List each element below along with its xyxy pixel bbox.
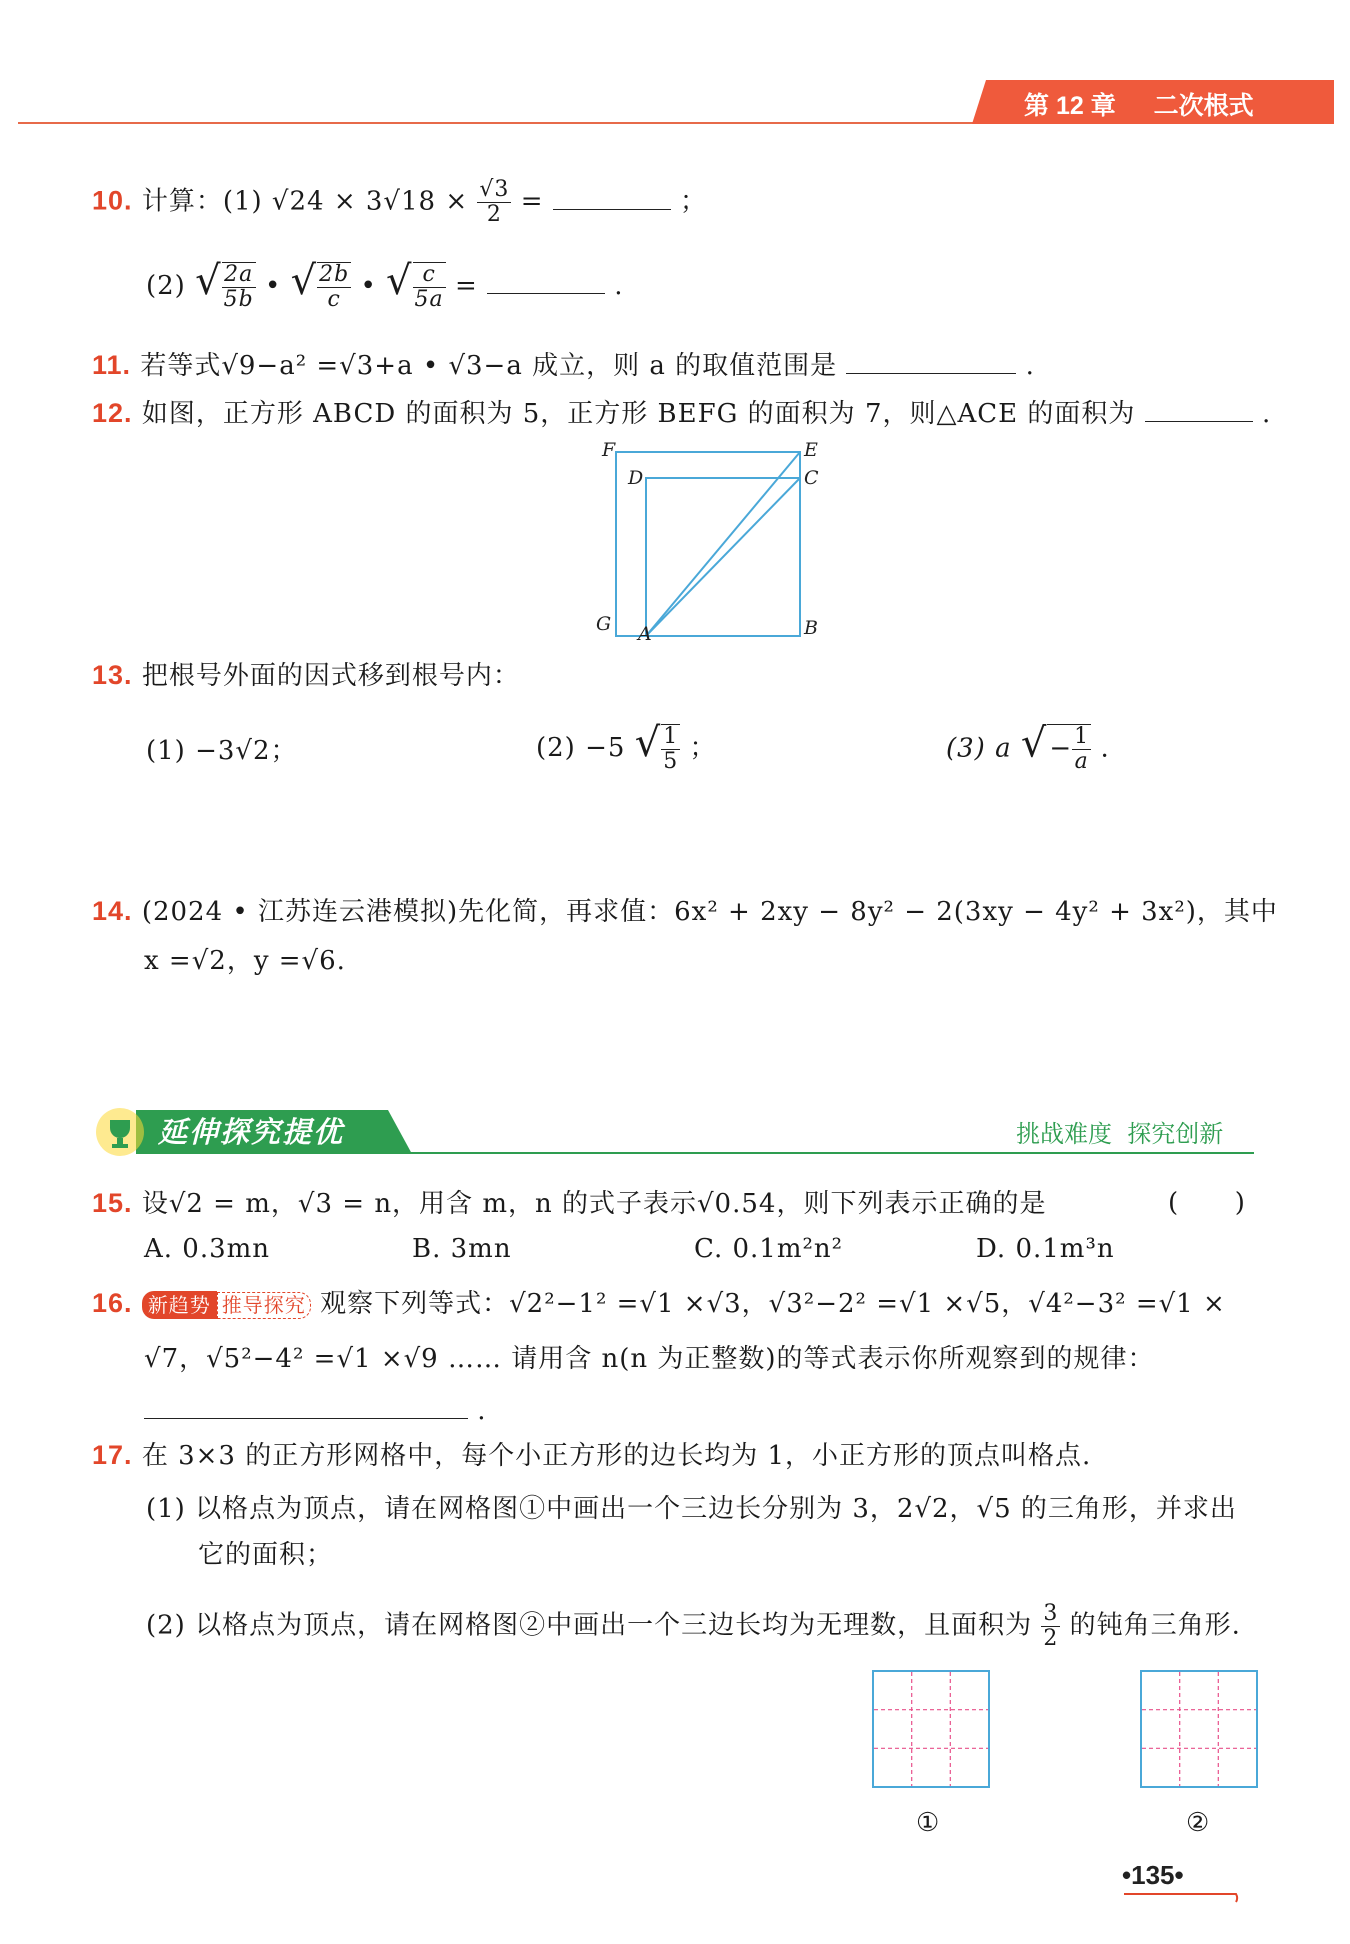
- part-label: (3) a: [946, 733, 1012, 764]
- punctuation: .: [1100, 733, 1110, 764]
- equals: =: [454, 271, 478, 301]
- question-number: 12.: [92, 398, 133, 428]
- question-17-part-2: [146, 1602, 1241, 1651]
- question-13-part-2: (2) −5 √ $\frac{1}{5}$ ；: [536, 720, 717, 774]
- grid-1[interactable]: [872, 1670, 990, 1788]
- question-number: 17.: [92, 1440, 133, 1470]
- equals: =: [520, 186, 544, 217]
- part-text: (1) 以格点为顶点，请在网格图①中画出一个三边长分别为 3，2√2，√5 的三角形，并求出: [146, 1494, 1237, 1524]
- frac-bottom: c: [327, 287, 341, 312]
- trend-badge: 新趋势: [142, 1291, 217, 1319]
- radical-fraction: [661, 724, 680, 774]
- punctuation: ；: [689, 733, 717, 763]
- frac-top: 1: [1074, 724, 1090, 749]
- frac-bottom: 5a: [414, 287, 444, 312]
- question-text: 在 3×3 的正方形网格中，每个小正方形的边长均为 1，小正方形的顶点叫格点.: [141, 1441, 1092, 1471]
- dot: •: [360, 271, 377, 301]
- question-17-part-1-line-2: [198, 1538, 333, 1572]
- answer-blank[interactable]: [1145, 411, 1253, 422]
- question-10-part-1: [92, 178, 707, 227]
- page-arrow-icon: [1124, 1880, 1254, 1904]
- answer-blank[interactable]: [487, 283, 605, 294]
- radical-fraction: [1072, 725, 1091, 774]
- question-number: 16.: [92, 1288, 133, 1318]
- inquiry-badge: 推导探究: [217, 1292, 311, 1319]
- square-befg: [616, 452, 800, 636]
- frac-bottom: 2: [1043, 1626, 1059, 1651]
- label-c: C: [804, 467, 819, 489]
- question-text: 观察下列等式：√2²−1² =√1 ×√3，√3²−2² =√1 ×√5，√4²−3² =√1 ×: [320, 1289, 1226, 1319]
- dot: •: [264, 271, 282, 301]
- frac-bottom: 2: [486, 202, 502, 227]
- frac-top: 1: [663, 724, 679, 749]
- header-title: [1024, 86, 1254, 122]
- question-number: 13.: [92, 660, 133, 690]
- punctuation: .: [614, 271, 624, 301]
- label-f: F: [602, 439, 616, 461]
- punctuation: .: [1025, 351, 1035, 381]
- frac-top: 3: [1043, 1601, 1059, 1626]
- frac-top: c: [413, 263, 446, 288]
- question-text: 若等式√9−a² =√3+a • √3−a 成立，则 a 的取值范围是: [140, 351, 838, 381]
- question-13-part-3: (3) a √− $\frac{1}{a}$ .: [946, 720, 1110, 774]
- radical-fraction: [317, 262, 351, 312]
- frac-top: 2a: [222, 263, 256, 288]
- grid-2[interactable]: [1140, 1670, 1258, 1788]
- label-d: D: [628, 467, 644, 489]
- answer-blank[interactable]: [553, 199, 671, 210]
- grid-1-label: ①: [916, 1808, 941, 1838]
- square-figure: [588, 438, 828, 648]
- part-label: (2): [146, 271, 186, 301]
- part-text: 它的面积；: [198, 1540, 334, 1570]
- page-number: •135•: [1122, 1860, 1184, 1890]
- punctuation: .: [477, 1396, 487, 1426]
- option-d[interactable]: D. 0.1m³n: [976, 1234, 1115, 1264]
- header-chapter: 第 12 章: [1024, 92, 1116, 120]
- question-12: [92, 396, 1271, 431]
- frac-top: √3: [479, 177, 510, 202]
- header-chapter-title: 二次根式: [1153, 92, 1254, 120]
- answer-paren[interactable]: ( ): [1168, 1188, 1246, 1218]
- option-a[interactable]: A. 0.3mn: [144, 1234, 271, 1264]
- question-number: 15.: [92, 1188, 133, 1218]
- question-16-line-3: [144, 1394, 487, 1428]
- minus: −: [1049, 733, 1073, 764]
- answer-blank[interactable]: [144, 1408, 468, 1419]
- label-a: A: [638, 623, 652, 645]
- question-text: (2024 • 江苏连云港模拟)先化简，再求值：6x² + 2xy − 8y² − 2(3xy − 4y² + 3x²)，其中: [141, 897, 1278, 927]
- section-rule: [408, 1152, 1254, 1154]
- question-text: 如图，正方形 ABCD 的面积为 5，正方形 BEFG 的面积为 7，则△ACE 的面积为: [141, 399, 1136, 429]
- label-e: E: [804, 439, 818, 461]
- q10-expression: √24 × 3√18 ×: [271, 186, 469, 217]
- radical-body: [1047, 724, 1091, 774]
- question-number: 10.: [92, 185, 133, 216]
- part-text: (1) −3√2；: [146, 736, 298, 766]
- section-subtitle: 挑战难度 探究创新: [1016, 1120, 1224, 1148]
- fraction: [1041, 1602, 1060, 1651]
- question-10-part-2: (2) √ $\frac{2a}{5b}$ • √ $\frac{2b}{c}$ • √ $\frac{c}{5a}$ = .: [146, 258, 624, 312]
- frac-bottom: 5b: [223, 287, 254, 312]
- frac-bottom: 5: [663, 749, 679, 774]
- part-label: (2) −5: [536, 733, 626, 763]
- question-text: 把根号外面的因式移到根号内：: [141, 661, 520, 691]
- question-17: [92, 1438, 1091, 1473]
- punctuation: .: [1261, 399, 1272, 429]
- question-14-line-2: [144, 944, 346, 978]
- part-text: 的钝角三角形.: [1069, 1610, 1241, 1641]
- question-number: 11.: [92, 350, 132, 380]
- radical-fraction: [413, 262, 446, 312]
- question-text: x =√2，y =√6.: [144, 946, 346, 976]
- grid-2-label: ②: [1186, 1808, 1211, 1838]
- question-13-part-1: [146, 734, 298, 768]
- question-11: [92, 348, 1035, 383]
- question-text: 设√2 = m，√3 = n，用含 m，n 的式子表示√0.54，则下列表示正确的是: [141, 1189, 1047, 1219]
- frac-bottom: a: [1074, 749, 1089, 774]
- q10-prefix: 计算：(1): [141, 186, 263, 217]
- radical-fraction: [222, 262, 256, 312]
- question-16: [92, 1286, 1226, 1321]
- label-b: B: [804, 617, 818, 639]
- question-text: √7，√5²−4² =√1 ×√9 …… 请用含 n(n 为正整数)的等式表示你所观察到的规律：: [144, 1344, 1155, 1374]
- question-16-line-2: [144, 1342, 1155, 1376]
- option-c[interactable]: C. 0.1m²n²: [694, 1234, 844, 1264]
- question-13: [92, 658, 520, 693]
- question-17-part-1: [146, 1492, 1237, 1526]
- frac-top: 2b: [319, 262, 350, 287]
- question-14: [92, 894, 1278, 929]
- segment-ac: [646, 478, 800, 636]
- section-title: 延伸探究提优: [158, 1117, 345, 1149]
- q10-fraction: [477, 178, 511, 227]
- question-15: [92, 1186, 1046, 1221]
- segment-ae: [646, 452, 800, 636]
- label-g: G: [596, 613, 612, 635]
- option-b[interactable]: B. 3mn: [412, 1234, 512, 1264]
- part-text: (2) 以格点为顶点，请在网格图②中画出一个三边长均为无理数，且面积为: [146, 1610, 1033, 1641]
- punctuation: ；: [680, 186, 708, 217]
- answer-blank[interactable]: [846, 363, 1016, 374]
- question-number: 14.: [92, 896, 133, 926]
